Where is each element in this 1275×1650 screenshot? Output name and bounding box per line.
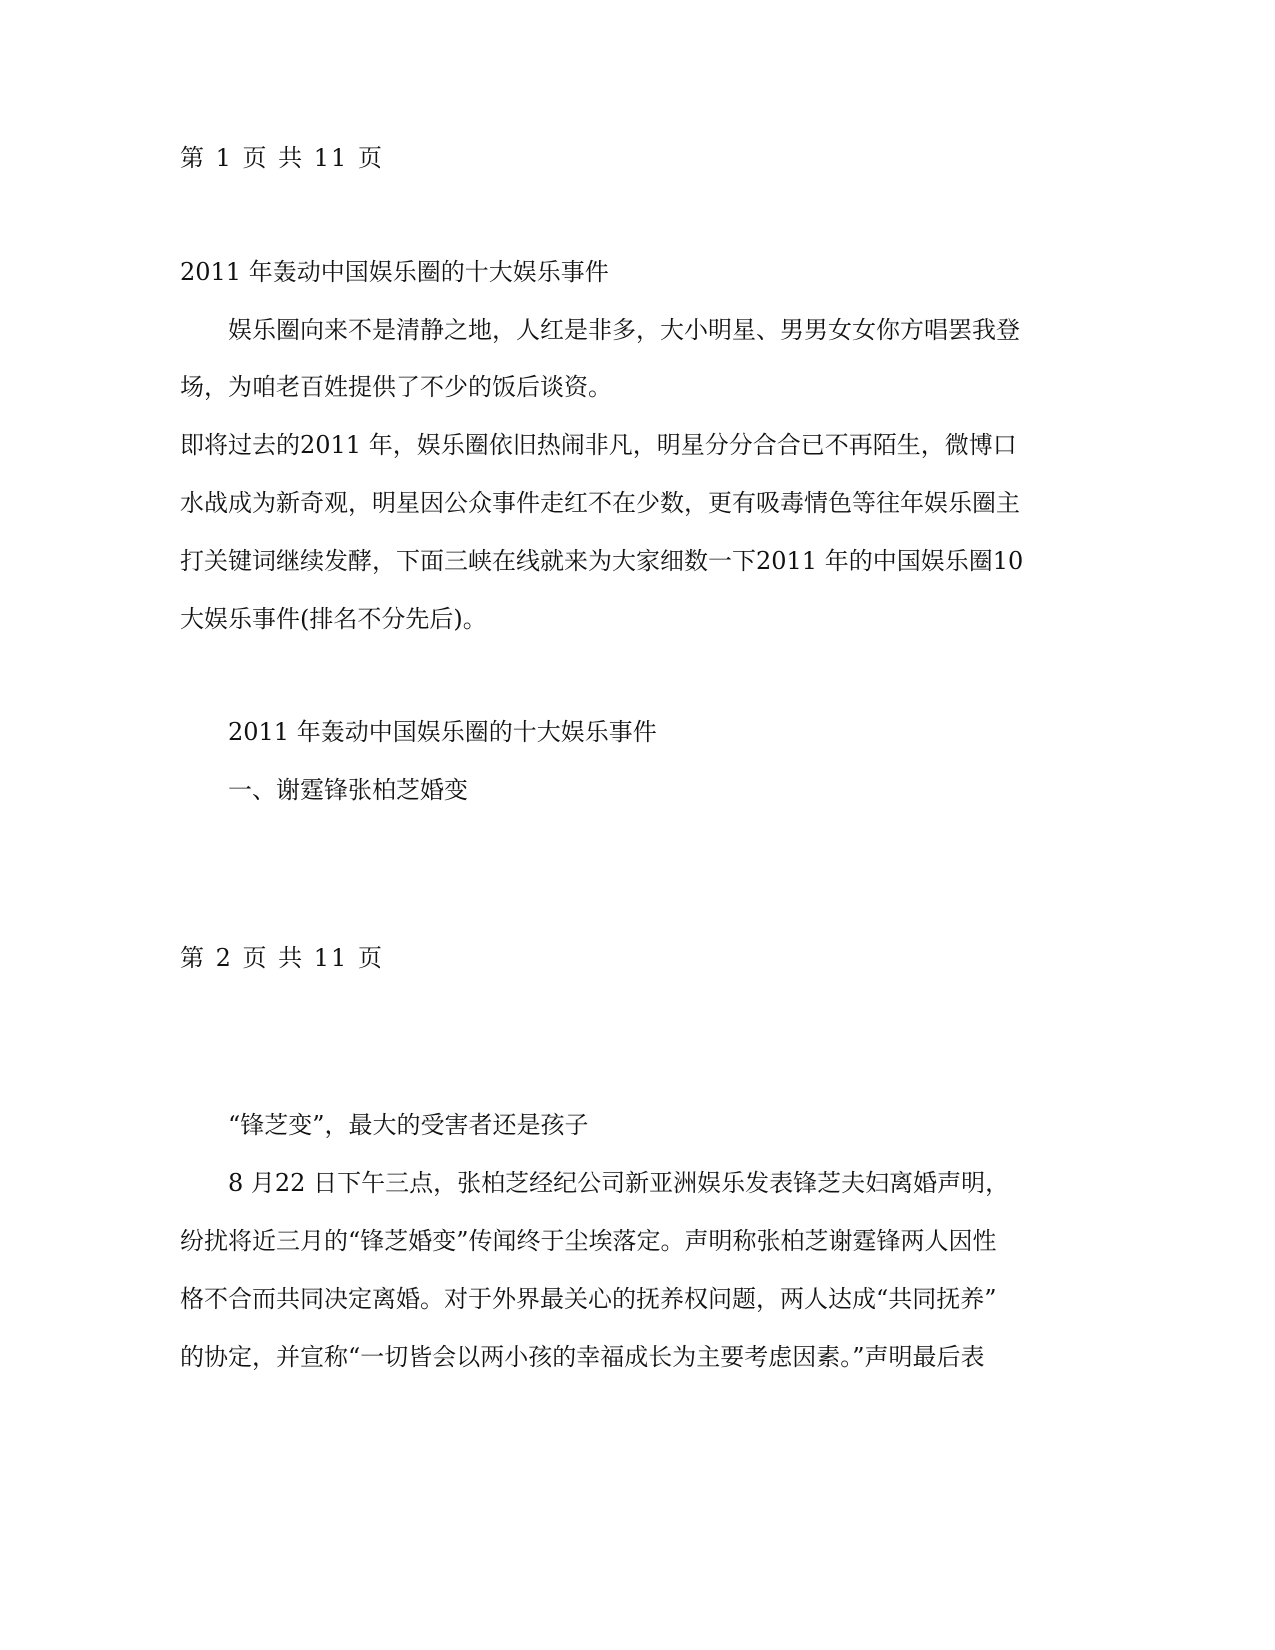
body-line-4: 的协定，并宣称“一切皆会以两小孩的幸福成长为主要考虑因素。”声明最后表: [180, 1343, 985, 1371]
subheading: 2011 年轰动中国娱乐圈的十大娱乐事件: [228, 718, 657, 746]
intro-line-4: 水战成为新奇观，明星因公众事件走红不在少数，更有吸毒情色等往年娱乐圈主: [180, 489, 1020, 517]
section-title: “锋芝变”，最大的受害者还是孩子: [228, 1111, 589, 1139]
page-number-footer: 第 2 页 共 11 页: [180, 944, 384, 972]
intro-line-6: 大娱乐事件(排名不分先后)。: [180, 605, 487, 633]
document-heading: 2011 年轰动中国娱乐圈的十大娱乐事件: [180, 258, 609, 286]
body-line-2: 纷扰将近三月的“锋芝婚变”传闻终于尘埃落定。声明称张柏芝谢霆锋两人因性: [180, 1227, 997, 1255]
page-number-footer: 第 1 页 共 11 页: [180, 144, 384, 172]
body-line-1: 8 月22 日下午三点，张柏芝经纪公司新亚洲娱乐发表锋芝夫妇离婚声明，: [228, 1169, 1010, 1197]
item-1-title: 一、谢霆锋张柏芝婚变: [228, 776, 468, 804]
intro-line-1: 娱乐圈向来不是清静之地，人红是非多，大小明星、男男女女你方唱罢我登: [228, 316, 1020, 344]
body-line-3: 格不合而共同决定离婚。对于外界最关心的抚养权问题，两人达成“共同抚养”: [180, 1285, 997, 1313]
intro-line-5: 打关键词继续发酵，下面三峡在线就来为大家细数一下2011 年的中国娱乐圈10: [180, 547, 1024, 575]
intro-line-3: 即将过去的2011 年，娱乐圈依旧热闹非凡，明星分分合合已不再陌生，微博口: [180, 431, 1017, 459]
intro-line-2: 场，为咱老百姓提供了不少的饭后谈资。: [180, 373, 612, 401]
